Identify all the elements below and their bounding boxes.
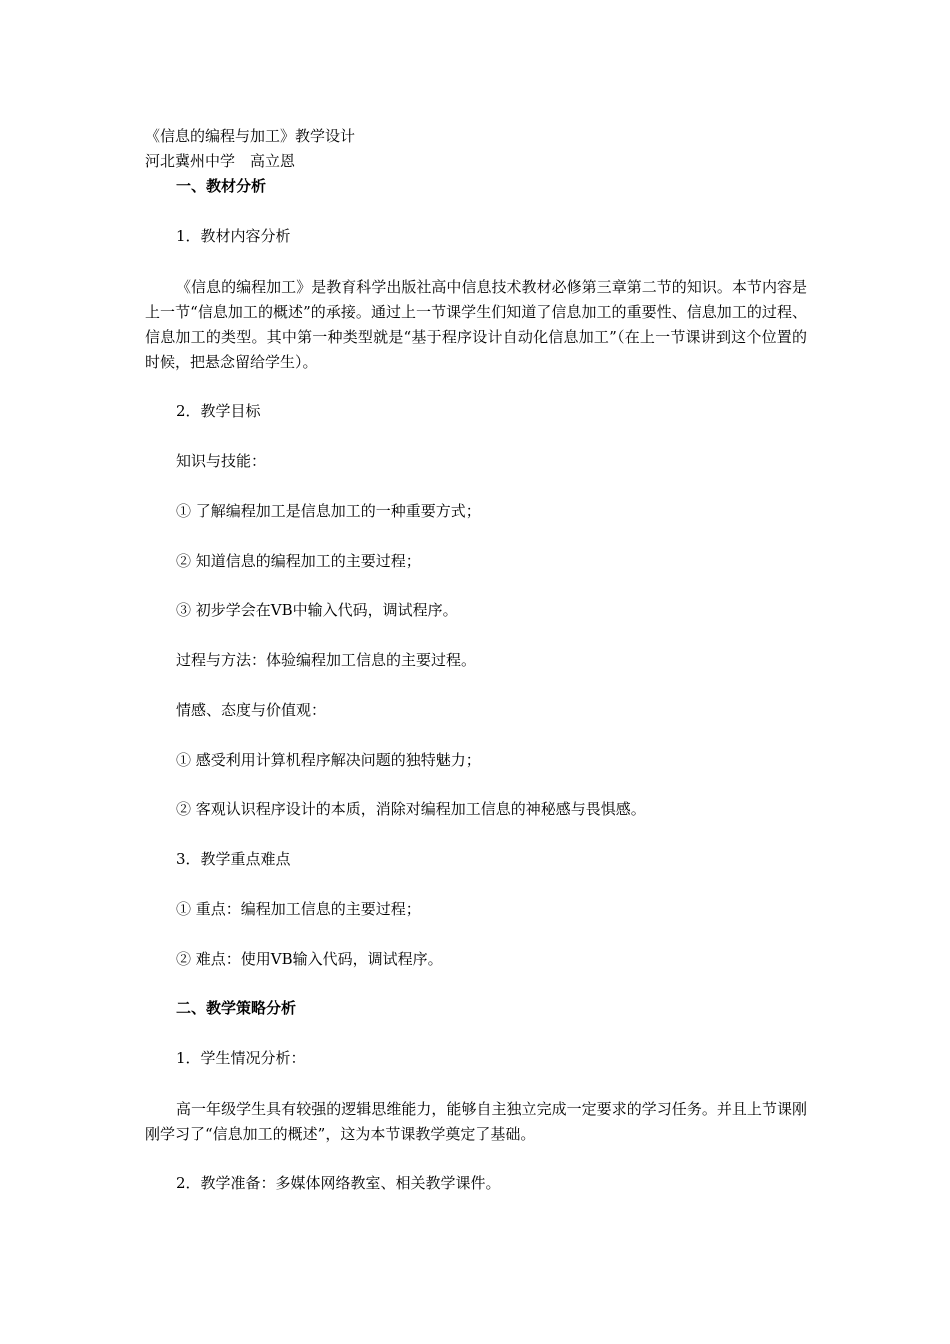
section-heading-teaching-strategy: 二、教学策略分析 <box>176 999 297 1017</box>
subheading-teaching-objectives: 2．教学目标 <box>176 402 261 420</box>
subheading-teaching-preparation: 2．教学准备：多媒体网络教室、相关教学课件。 <box>176 1174 501 1192</box>
subheading-content-analysis: 1．教材内容分析 <box>176 227 291 245</box>
list-item-emotion-1: ① 感受利用计算机程序解决问题的独特魅力； <box>176 751 481 769</box>
text-process-methods: 过程与方法：体验编程加工信息的主要过程。 <box>176 651 477 669</box>
section-heading-textbook-analysis: 一、教材分析 <box>176 177 267 195</box>
label-knowledge-skills: 知识与技能： <box>176 452 267 470</box>
list-item-key-point: ① 重点：编程加工信息的主要过程； <box>176 900 421 918</box>
document-author: 河北冀州中学 高立恩 <box>145 152 296 170</box>
label-emotion-values: 情感、态度与价值观： <box>176 701 327 719</box>
list-item-difficulty: ② 难点：使用VB输入代码，调试程序。 <box>176 950 443 968</box>
paragraph-content-analysis: 《信息的编程加工》是教育科学出版社高中信息技术教材必修第三章第二节的知识。本节内容是上一节“信息加工的概述”的承接。通过上一节课学生们知道了信息加工的重要性、信息加工的过程、信息加工的类型。其中第一种类型就是“基于程序设计自动化信息加工”（在上一节课讲到这个位置的时候，把悬念留给学生）。 <box>145 278 807 371</box>
paragraph-student-analysis: 高一年级学生具有较强的逻辑思维能力，能够自主独立完成一定要求的学习任务。并且上节课刚刚学习了“信息加工的概述”，这为本节课教学奠定了基础。 <box>145 1100 807 1143</box>
list-item-knowledge-2: ② 知道信息的编程加工的主要过程； <box>176 552 421 570</box>
subheading-student-analysis: 1．学生情况分析： <box>176 1049 306 1067</box>
document-title: 《信息的编程与加工》教学设计 <box>145 127 356 145</box>
subheading-key-points: 3．教学重点难点 <box>176 850 291 868</box>
list-item-knowledge-1: ① 了解编程加工是信息加工的一种重要方式； <box>176 502 481 520</box>
list-item-emotion-2: ② 客观认识程序设计的本质，消除对编程加工信息的神秘感与畏惧感。 <box>176 800 646 818</box>
list-item-knowledge-3: ③ 初步学会在VB中输入代码，调试程序。 <box>176 601 458 619</box>
